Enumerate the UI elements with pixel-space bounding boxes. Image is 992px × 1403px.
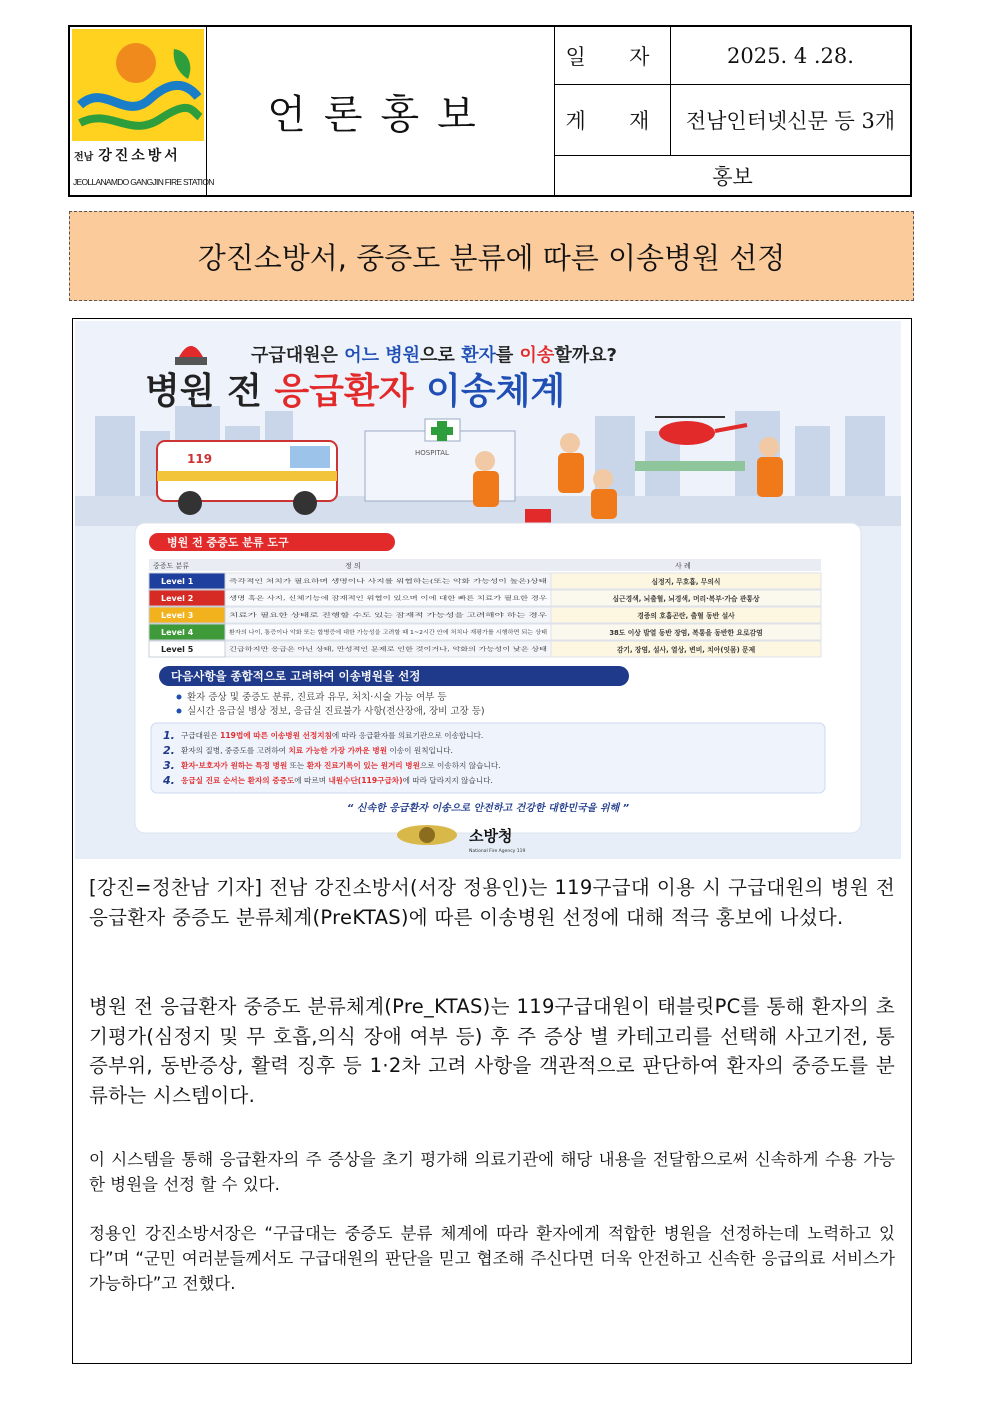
logo-emblem-icon xyxy=(70,27,214,195)
article-paragraph-3: 이 시스템을 통해 응급환자의 주 증상을 초기 평가해 의료기관에 해당 내용을 전달함으로써 신속하게 수용 가능한 병원을 선정 할 수 있다. xyxy=(89,1150,895,1194)
fire-agency-emblem-icon xyxy=(397,825,457,845)
level-example: 경증의 호흡곤란, 출혈 동반 설사 xyxy=(637,612,735,620)
level-example: 심근경색, 뇌출혈, 뇌경색, 머리·복부·가슴 관통상 xyxy=(612,595,760,603)
poster-slogan: “ 신속한 응급환자 이송으로 안전하고 건강한 대한민국을 위해 ” xyxy=(346,803,630,814)
level-name: Level 2 xyxy=(161,594,194,603)
agency-name: 소방청 xyxy=(469,827,513,845)
article-body xyxy=(72,318,912,1364)
logo-english: JEOLLANAMDO GANGJIN FIRE STATION xyxy=(73,177,214,187)
level-row xyxy=(149,573,821,589)
rule-number: 2. xyxy=(163,744,175,757)
headline-banner xyxy=(69,211,914,301)
rule-number: 1. xyxy=(163,729,175,742)
publication-label: 게 재 xyxy=(555,85,671,156)
poster-question: 구급대원은 어느 병원으로 환자를 이송할까요? xyxy=(251,345,617,366)
publication-value: 전남인터넷신문 등 3개 xyxy=(671,85,910,156)
level-name: Level 1 xyxy=(161,577,194,586)
severity-table xyxy=(149,559,821,657)
article-paragraph-4: 정용인 강진소방서장은 “구급대는 중증도 분류 체계에 따라 환자에게 적합한 병원을 선정하는데 노력하고 있다”며 “군민 여러분들께서도 구급대원의 판단을 믿고 협조해 주신다면 더욱 안전하고 신속한 응급의료 서비스가 가능하다”고 전했다. xyxy=(89,1224,895,1293)
level-row xyxy=(149,641,821,657)
level-definition: 치료가 필요한 상태로 진행할 수도 있는 잠재적 가능성을 고려해야 하는 경우 xyxy=(229,613,415,619)
level-example: 감기, 장염, 설사, 열상, 변비, 치아(잇몸) 문제 xyxy=(616,646,756,654)
article-paragraph-2: 병원 전 응급환자 중증도 분류체계(Pre_KTAS)는 119구급대원이 태블릿PC를 통해 환자의 초기평가(심정지 및 무 호흡,의식 장애 여부 등) 후 주 증상 별 카테고리를 선택해 사고기전, 통증부위, 동반증상, 활력 징후 등 1·2차 고려 사항을 객관적으로 판단하여 환자의 중증도를 분류하는 시스템이다. xyxy=(89,995,895,1107)
category-value: 홍보 xyxy=(712,164,753,189)
logo-emblem-text: 전남 xyxy=(74,152,94,163)
level-example: 심정지, 무호흡, 무의식 xyxy=(651,578,721,586)
table-header-level: 중증도 분류 xyxy=(153,562,190,570)
rule-text: 환자·보호자가 원하는 특정 병원 또는 환자 진료기록이 있는 원거리 병원으로 이송하지 않습니다. xyxy=(181,761,501,770)
level-row xyxy=(149,624,821,640)
date-value: 2025. 4 .28. xyxy=(671,27,910,85)
level-row xyxy=(149,590,821,606)
rule-number: 3. xyxy=(163,759,175,772)
level-definition: 생명 혹은 사지, 신체기능에 잠재적인 위협이 있으며 이에 대한 빠른 치료가 필요한 경우 xyxy=(229,596,442,602)
article-paragraph-1: [강진=정찬남 기자] 전남 강진소방서(서장 정용인)는 119구급대 이용 시 구급대원의 병원 전 응급환자 중증도 분류체계(PreKTAS)에 따른 이송병원 선정에 대해 적극 홍보에 나섰다. xyxy=(89,876,895,929)
table-header-example: 사 례 xyxy=(675,562,691,570)
level-definition: 즉각적인 처치가 필요하며 생명이나 사지를 위협하는(또는 악화 가능성이 높은)상태 xyxy=(229,579,432,585)
consider-bullet-2: 실시간 응급실 병상 정보, 응급실 진료불가 사항(전산장애, 장비 고장 등) xyxy=(187,706,485,717)
rule-text: 응급실 진료 순서는 환자의 중증도에 따르며 내원수단(119구급차)에 따라 달라지지 않습니다. xyxy=(181,776,493,785)
campaign-poster xyxy=(75,321,901,859)
level-name: Level 3 xyxy=(161,611,194,620)
logo-org-name: 강진소방서 xyxy=(98,148,181,164)
rule-number: 4. xyxy=(163,774,175,787)
rule-text: 구급대원은 119법에 따른 이송병원 선정지침에 따라 응급환자를 의료기관으로 이송합니다. xyxy=(181,731,484,740)
ambulance-number: 119 xyxy=(187,452,213,466)
level-definition: 긴급하지만 응급은 아닌 상태, 만성적인 문제로 인한 것이거나, 악화의 가능성이 낮은 상태 xyxy=(229,647,447,653)
table-header-definition: 정 의 xyxy=(345,562,361,570)
poster-title: 병원 전 응급환자 이송체계 xyxy=(145,371,566,412)
doc-title: 언론홍보 xyxy=(207,27,555,195)
rule-text: 환자의 질병, 중증도를 고려하여 치료 가능한 가장 가까운 병원 이송이 원칙입니다. xyxy=(181,746,453,755)
header-table xyxy=(68,25,912,197)
level-example: 38도 이상 발열 동반 장염, 복통을 동반한 요로감염 xyxy=(609,629,763,637)
level-name: Level 4 xyxy=(161,628,194,637)
date-label: 일 자 xyxy=(555,27,671,85)
level-definition: 환자의 나이, 통증이나 악화 또는 합병증에 대한 가능성을 고려할 때 1~2시간 안에 처치나 재평가를 시행하면 되는 상태 xyxy=(229,630,520,636)
agency-english: National Fire Agency 119 xyxy=(469,849,526,854)
consider-title: 다음사항을 종합적으로 고려하여 이송병원을 선정 xyxy=(171,669,421,683)
level-row xyxy=(149,607,821,623)
station-logo xyxy=(70,27,214,195)
consider-bullet-1: 환자 증상 및 중증도 분류, 진료과 유무, 처치·시술 가능 여부 등 xyxy=(187,692,447,703)
tool-title: 병원 전 중증도 분류 도구 xyxy=(167,536,289,549)
level-name: Level 5 xyxy=(161,645,194,654)
hospital-sign: HOSPITAL xyxy=(415,449,449,457)
headline: 강진소방서, 중증도 분류에 따른 이송병원 선정 xyxy=(197,240,786,275)
